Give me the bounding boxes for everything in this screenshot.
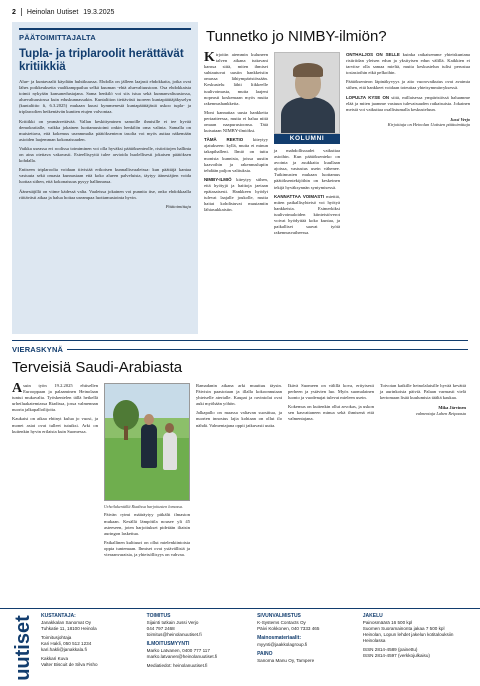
paper-logo [8, 613, 34, 683]
guest-writer-tagrow [12, 345, 468, 354]
portrait-body [281, 97, 335, 134]
guest-paragraph: Asuin työn 19.2.2025 ehtisellen Eurooppaan ja palaaminen Heinolaan tuntui mukavalta. Työskentelen tällä hetkellä urheiluakatemiassa Riadissa, jossa valmennan nuoria jalkapalloilijoita. [12, 381, 98, 413]
column-subhead: KANNATTAA VOIMASTI [274, 193, 325, 199]
football-photo [104, 383, 190, 501]
masthead-footer [0, 608, 480, 686]
footer-line: Janakkalan Sanomat Oy [40, 620, 92, 625]
column-subhead: TÄMÄ REKTIO [204, 137, 244, 143]
portrait-hair [293, 63, 323, 77]
column-text-col2 [274, 52, 340, 239]
column-paragraph: ja mahdollisuudet vaikuttaa asioihin. Kun päätöksenteko on avointa ja asukkaita kuullaan ajoissa, vastustus usein vähenee. Tutkimusten mukaan luottamus päätöksentekijöihin on keskeinen tekijä hyväksynnän syntymisessä. [274, 148, 340, 190]
photo-player-head [144, 414, 154, 425]
column-paragraph: ONTHALJOS ON SELLE kuinka ratkaisemme yhteiskuntana ristiriidan yleisen edun ja yksityisen edun välillä. Kaikkien ei tarvitse olla samaa mieltä, mutta keskustelun tulisi perustua tosiasioihin eikä pelkoihin. [346, 52, 470, 76]
footer-layout [257, 613, 353, 686]
footer-line: ISSN 2814-4589 (painettu) [362, 647, 418, 652]
guest-writer-tag: VIERASKYNÄ [12, 345, 64, 354]
footer-email[interactable]: kari.hakli@janakkala.fi [40, 647, 87, 652]
guest-text-col3 [196, 383, 282, 561]
footer-heading: JAKELU [362, 613, 383, 619]
footer-line: K-Systems Contacts Oy [257, 620, 306, 625]
footer-line: Päivi Kokkonen, 040 7333 465 [257, 626, 320, 631]
columnist-name: Jussi Verjo [450, 116, 470, 122]
guest-writer-title: Terveisiä Saudi-Arabiasta [12, 359, 183, 376]
page-number: 2 [12, 8, 16, 16]
kolumni-label: KOLUMNI [274, 134, 340, 144]
footer-heading: ILMOITUSMYYNTI [146, 641, 190, 647]
photo-tree-trunk [124, 426, 128, 440]
column-title: Tunnetko jo NIMBY-ilmiön? [206, 28, 387, 45]
footer-heading: KUSTANTAJA: [40, 613, 76, 619]
footer-line: Tuhkatie 11, 18100 Heinola [40, 626, 97, 631]
guest-writer-section [12, 345, 468, 585]
guest-paragraph: Toivotan kaikille heinolalaisille hyvää kevättä ja aurinkoisia päiviä. Palaan varmasti vielä kertomaan lisää kuulumisia täältä kaukaa. [380, 383, 466, 401]
column-subhead: NIMBY-ILMIÖ [204, 176, 232, 182]
footer-line: Kari Hakli, 050 512 1234 [40, 641, 92, 646]
guest-paragraph: Päivän rytmi määräytyy pitkälti ilmaston mukaan. Kesällä lämpötila nousee yli 45 asteeseen, joten harjoitukset pidetään iltaisin auringon laskettua. [104, 512, 190, 536]
footer-line: Sijainti tutkain Jussi Verjo [146, 620, 199, 625]
editorial-top-rule [19, 28, 191, 30]
column-text-col1 [204, 52, 268, 239]
issue-date: 19.3.2025 [83, 8, 115, 16]
guest-text-col1 [12, 383, 98, 561]
editorial-box [12, 22, 198, 334]
photo-caption: Urheilukentällä Riadissa harjoitusten lomassa. [104, 504, 184, 509]
column-subhead: LOPULTA KYSE ON [346, 94, 390, 100]
footer-line: ISSN 2814-4597 (verkkojulkaisu) [362, 653, 430, 658]
column-paragraph: LOPULTA KYSE ON siitä, millaisessa ympäristössä haluamme elää ja miten jaamme vastuun tulevaisuuden ratkaisuista. Jokainen meistä voi vaikuttaa osallistumalla keskusteluun. [346, 94, 470, 112]
column-paragraph: KANNATTAA VOIMASTI miettiä, miten paikallisyhteisö voi hyötyä hankkeista. Esimerkiksi tuulivoimaloiden kiinteistöverot voivat hyödyttää koko kuntaa, ja paikalliset saavat työtä rakennusvaiheessa. [274, 193, 340, 236]
footer-line: Valter Biscuit de Silva Fisho [40, 662, 98, 667]
editorial-title: Tupla- ja triplaroolit herättävät kritiikkiä [19, 48, 184, 73]
columnist-title: Kirjoittaja on Heinolan Uutisten päätoimittaja [387, 122, 470, 128]
editorial-signature: Päätoimittaja [165, 203, 191, 209]
footer-line: Toimitusjohtaja [40, 635, 72, 640]
column-paragraph: Päätöksenteon läpinäkyvyys ja aito vuorovaikutus ovat avaimia siihen, että hankkeet voidaan toteuttaa yhteisymmärryksessä. [346, 79, 470, 91]
footer-email[interactable]: marko.latvanen@heinolanuutiset.fi [146, 654, 218, 659]
footer-heading: Mainosmateriaalit: [257, 635, 301, 641]
column-paragraph: NIMBY-ILMIÖ kiteytyy siihen, että hyötyjä ja haittoja jaetaan epätasaisesti. Hankkeen hyödyt tulevat laajalle joukolle, mutta haitat kohdistuvat muutamiin lähiasukkaisiin. [204, 176, 268, 213]
page-header [12, 6, 468, 18]
footer-heading: SIVUNVALMISTUS [257, 613, 301, 619]
footer-line: Sanoma Manu Oy, Tampere [257, 658, 315, 663]
tag-rule [67, 349, 468, 350]
footer-heading: TOIMITUS [146, 613, 171, 619]
paper-name: Heinolan Uutiset [26, 8, 79, 16]
footer-email[interactable]: myynti@jaakkolagroup.fi [257, 642, 308, 647]
column-text-col3 [346, 52, 470, 239]
footer-distribution [363, 613, 468, 686]
guest-text-col5 [380, 383, 466, 561]
footer-line: Painosmäärä 16 500 kpl [362, 620, 413, 625]
footer-link[interactable]: Mediatiedot: heinolanuutiset.fi [146, 663, 208, 668]
editorial-paragraph: Vaikka useassa eri roolissa toimiminen voi olla hyväksi päätöksenteolle, ristiriitojen hallinta on aina otettava vakavasti. Esteellisyyttä tulee arvioida huolellisesti jokaisen päätöksen kohdalla. [19, 145, 191, 164]
guest-title: valmentaja Lahen Reipaasta [415, 410, 466, 416]
footer-line: Heinolan, Lopun lehdet jakelun kotitalouksiin Heinolassa [362, 632, 454, 643]
column-paragraph: Kirjoitin aiemmin kuluneen talven aikana tuttavani kanssa siitä, miten ihmiset suhtautuvat uusiin hankkeisiin omassa lähiympäristössään. Keskustelu lähti liikkeelle tuulivoimasta, mutta laajeni nopeasti koskemaan myös muita rakennushankkeita. [204, 50, 268, 106]
guest-paragraph: Kaukaisi on aikaa ehtinyt kulua jo vuosi, ja monet asiat ovat tulleet tutuiksi. Arki on kuitenkin hyvin erilaista kuin Suomessa. [12, 416, 98, 434]
photo-player [141, 424, 157, 468]
guest-paragraph: Ikävä Suomeen on välillä kova, erityisesti perheen ja ystävien luo. Myös suomalainen luonto ja vuodenajat tulevat mieleen usein. [288, 383, 374, 401]
footer-line: Marko Latvanen, 0400 777 117 [146, 648, 210, 653]
footer-line: Kakkari Kuva [40, 656, 69, 661]
editorial-paragraph: Entiseen triplaroolia voidaan tiivistää erikoisen kunnallisvaaleissa: kun päättäjä kantaa vastuuta sekä omasta kunnastaan että koko alueen palveluista, täytyy äänestäjien voida luottaa siihen, että kokonaisuus pysyy hallinnassa. [19, 167, 191, 185]
guest-paragraph: Kokemus on kuitenkin ollut arvokas, ja uskon sen kasvattaneen minua sekä ihmisenä että valmentajana. [288, 404, 374, 422]
guest-paragraph: Jalkapallo on maassa valtavan suosittua, ja nuorten innostus lajia kohtaan on ollut ilo nähdä. Valmentajana oppii jatkuvasti uutta. [196, 410, 282, 428]
columnist-portrait [274, 52, 340, 134]
footer-line: Suomen Suoramainonta jakaa 7 500 kpl [362, 626, 445, 631]
header-divider [21, 8, 22, 16]
guest-signature [380, 405, 466, 416]
footer-heading: PAINO [257, 651, 273, 657]
editorial-paragraph: Aluе- ja kuntavaalit käydään huhtikuussa. Ehdolla on jälleen laajasti ehdokkaita, jotka ovat lähes poikkeuksetta vaalikamppailua selkä kuuman -ehtä aluevaltuustoon. Osa ehdokkaista toimii nykyään kansanedustajana. Sama henkilö voi siis istua sekä kunnanvaltuustossa, aluevaltuustossa kuin eduskunnassakin. Kuntaliiton tiettävästi tuoreen kuntapäättäjäkyselyn (kuntaliitto fi, 6.3.2025) mukaan kuusi kymmenestä kuntapäättäjästä uskoo tupla- ja triplaroolien heikentävän kuntien etujen valvontaa. [19, 79, 191, 115]
column-paragraph: Moni kannattaa uusia hankkeita periaatteessa, mutta ei halua niitä omaan naapurustoonsa. Tätä kutsutaan NIMBY-ilmiöksi. [204, 109, 268, 134]
guest-text-col4 [288, 383, 374, 561]
footer-publisher [41, 613, 137, 686]
guest-text-col2 [104, 383, 190, 561]
guest-paragraph: Ramadanin aikana arki muuttuu täysin. Päivisin paastotaan ja illalla kokoonnutaan yhteiselle aterialle. Kaupat ja ravintolat ovat auki myöhään yöhön. [196, 383, 282, 407]
editorial-tag: PÄÄTOIMITTAJALTA [19, 33, 96, 42]
editorial-paragraph: Äänestäjillä on viime kädessä valta. Vaaleissa jokainen voi punnita itse, onko ehdokkaalla riittävästi aikaa ja halua hoitaa useampaa luottamustointa hyvin. [19, 188, 191, 200]
footer-line: 044 797 2468 [146, 626, 175, 631]
guest-name: Mika Järvinen [438, 405, 466, 411]
footer-email[interactable]: toimitus@heinolanuutiset.fi [146, 632, 202, 637]
guest-paragraph: Paikallinen kulttuuri on ollut mielenkiintoista oppia tuntemaan. Ihmiset ovat ystävällisiä ja vieraanvaraisia, ja yhteisöllisyys on vahvaa. [104, 539, 190, 557]
columnist-bio [346, 117, 470, 128]
logo-text: uutiset [12, 615, 34, 681]
column-article [204, 22, 470, 340]
photo-player-head [165, 423, 174, 433]
footer-editorial-office [147, 613, 247, 686]
photo-player [163, 432, 177, 470]
section-divider [12, 340, 468, 341]
column-subhead: ONTHALJOS ON SELLE [346, 52, 400, 57]
editorial-paragraph: Kritiikki on ymmärrettävää. Vallan keskittyminen samoille ihmisille ei tee hyvää demokratialle, vaikka jokainen luottamustoimi onkin henkilön oma valinta. Samalla on muistettava, että kokemus useammalta päätöksenteon tasolta voi myös auttaa näkemään asioiden laajemman kokonaisuuden. [19, 118, 191, 142]
column-paragraph: TÄMÄ REKTIO kiteytyy ajatukseen: kyllä, mutta ei minun takapihalleni. Ilmiö on tuttu monista kunnista, joissa uusiin kaavoihin ja rakennuslupiin tehdään paljon valituksia. [204, 137, 268, 173]
